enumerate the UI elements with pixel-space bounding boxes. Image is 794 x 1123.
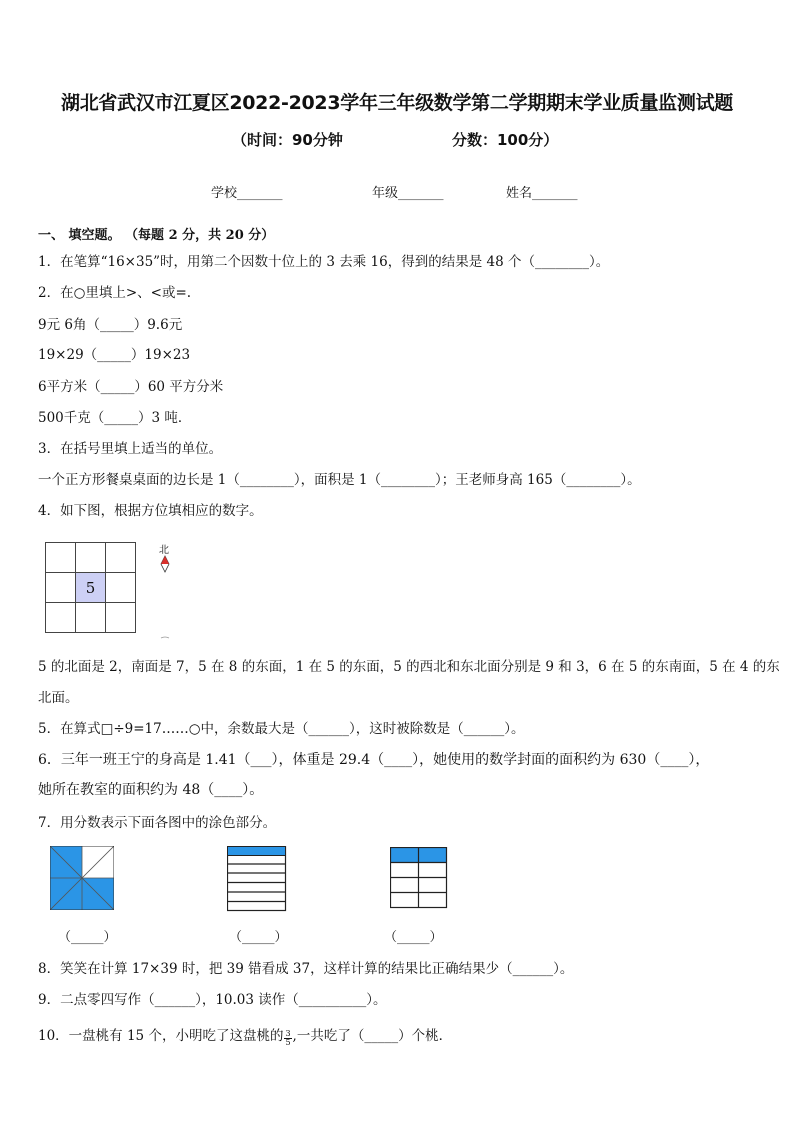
question-2c: 6平方米（_____）60 平方分米 (38, 379, 224, 395)
north-label: 北 (159, 545, 169, 556)
fraction (284, 1030, 291, 1047)
page-title: 湖北省武汉市江夏区2022-2023学年三年级数学第二学期期末学业质量监测试题 (61, 92, 733, 114)
question-3a: 一个正方形餐桌桌面的边长是 1（________），面积是 1（________）；王老师身高 165（________）。 (38, 472, 641, 488)
question-10-text: 10．一盘桃有 15 个，小明吃了这盘桃的 (38, 1028, 284, 1044)
question-1: 1．在笔算“16×35”时，用第二个因数十位上的 3 去乘 16，得到的结果是 48 个（________）。 (38, 254, 610, 270)
grid-cell (46, 603, 76, 633)
question-10 (38, 1024, 452, 1047)
figure-1-answer: （_____） (58, 930, 117, 945)
grid-cell (106, 543, 136, 573)
question-2b: 19×29（_____）19×23 (38, 347, 191, 363)
question-6a: 6．三年一班王宁的身高是 1.41（___），体重是 29.4（____），她使用的数学封面的面积约为 630（____）， (38, 752, 710, 768)
figure-grid-cells (390, 847, 448, 909)
question-2: 2．在○里填上>、<或=. (38, 285, 192, 301)
figure-3-answer: （_____） (384, 930, 443, 945)
question-4-text-1: 5 的北面是 2，南面是 7，5 在 8 的东面，1 在 5 的东面，5 的西北和东北面分别是 9 和 3，6 在 5 的东南面，5 在 4 的东 (38, 659, 780, 675)
grid-cell (106, 603, 136, 633)
compass-arrow-icon (158, 554, 172, 640)
fraction-denominator: 5 (285, 1038, 291, 1047)
question-4-text-2: 北面。 (38, 690, 79, 706)
name-field: 姓名_______ (506, 186, 578, 201)
question-2d: 500千克（_____）3 吨． (38, 410, 192, 426)
grid-cell (106, 573, 136, 603)
question-9: 9．二点零四写作（______），10.03 读作（__________）。 (38, 992, 387, 1008)
time-label: （时间：90分钟 (232, 131, 343, 149)
question-4: 4．如下图，根据方位填相应的数字。 (38, 503, 263, 519)
grid-cell (76, 543, 106, 573)
school-field: 学校_______ (211, 186, 283, 201)
question-10-tail: ,一共吃了（_____）个桃． (292, 1028, 453, 1044)
figure-square-triangles (50, 846, 114, 910)
grid-center-cell: 5 (76, 573, 106, 603)
question-8: 8．笑笑在计算 17×39 时，把 39 错看成 37，这样计算的结果比正确结果少（______）。 (38, 961, 574, 977)
grid-cell (76, 603, 106, 633)
question-2a: 9元 6角（_____）9.6元 (38, 317, 183, 333)
score-label: 分数：100分） (452, 131, 559, 149)
figure-2-answer: （_____） (229, 930, 288, 945)
fraction-numerator: 3 (285, 1029, 291, 1038)
section-heading: 一、 填空题。 （每题 2 分，共 20 分） (38, 228, 275, 243)
question-6b: 她所在教室的面积约为 48（____）。 (38, 782, 264, 798)
figure-horizontal-strips (227, 846, 287, 912)
question-5: 5．在算式□÷9=17……○中，余数最大是（______），这时被除数是（______）。 (38, 721, 525, 737)
question-7: 7．用分数表示下面各图中的涂色部分。 (38, 815, 277, 831)
question-3: 3．在括号里填上适当的单位。 (38, 441, 223, 457)
direction-grid (45, 542, 136, 633)
grade-field: 年级_______ (372, 186, 444, 201)
grid-cell (46, 573, 76, 603)
grid-cell (46, 543, 76, 573)
